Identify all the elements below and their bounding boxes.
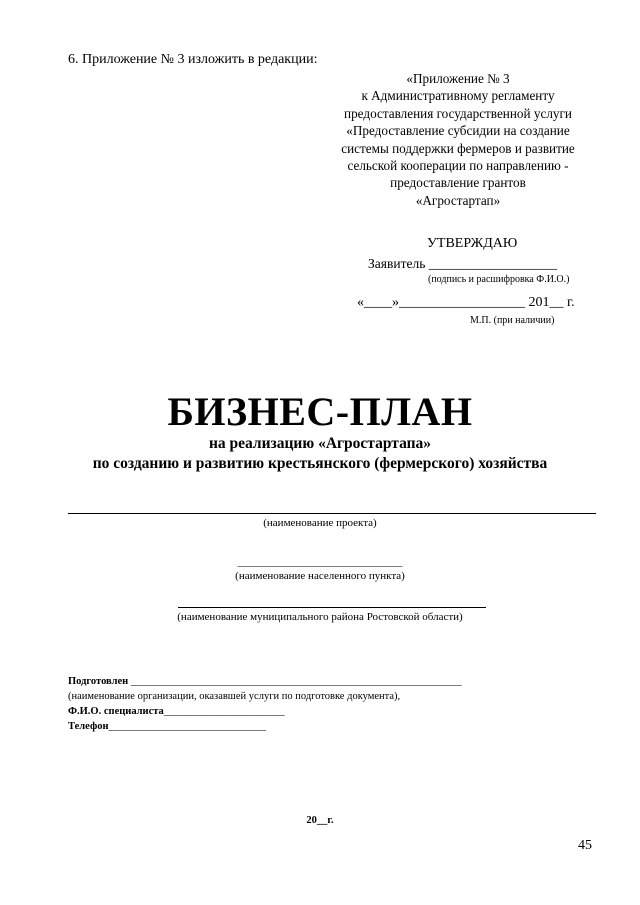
annex-line: «Предоставление субсидии на создание [346, 123, 570, 139]
phone-line: ______________________________ [108, 721, 267, 732]
year-line: 20__г. [306, 815, 334, 826]
document-subtitle-2: по созданию и развитию крестьянского (фермерского) хозяйства [92, 455, 548, 472]
applicant-caption: (подпись и расшифровка Ф.И.О.) [428, 274, 570, 285]
settlement-caption: (наименование населенного пункта) [235, 570, 405, 582]
district-caption: (наименование муниципального района Ростовской области) [177, 611, 463, 623]
prepared-by-field [68, 676, 462, 687]
specialist-field [68, 706, 285, 717]
annex-header [320, 70, 596, 209]
annex-line: к Административному регламенту [361, 88, 555, 104]
settlement-line: ______________________________ [237, 556, 403, 568]
annex-line: предоставление грантов [390, 175, 526, 191]
annex-line: предоставления государственной услуги [344, 105, 572, 121]
document-title: БИЗНЕС-ПЛАН [167, 389, 473, 434]
document-subtitle-1: на реализацию «Агростартапа» [208, 435, 432, 452]
prepared-label: Подготовлен [68, 676, 129, 687]
annex-line: «Агростартап» [415, 192, 501, 208]
annex-line: сельской кооперации по направлению - [347, 158, 569, 174]
phone-field [68, 721, 266, 732]
annex-line: системы поддержки фермеров и развитие [341, 140, 575, 156]
intro-instruction: 6. Приложение № 3 изложить в редакции: [68, 52, 318, 67]
stamp-caption: М.П. (при наличии) [470, 315, 555, 326]
annex-line: «Приложение № 3 [406, 71, 510, 86]
specialist-label: Ф.И.О. специалиста [68, 706, 164, 717]
district-rule [178, 607, 486, 608]
project-name-rule [68, 513, 596, 514]
org-caption: (наименование организации, оказавшей услуги по подготовке документа), [68, 691, 401, 702]
applicant-signature-line: Заявитель ___________________ [368, 256, 557, 271]
approve-heading: УТВЕРЖДАЮ [427, 236, 518, 251]
project-caption: (наименование проекта) [263, 517, 377, 529]
specialist-line: _______________________ [163, 706, 285, 717]
phone-label: Телефон [68, 721, 109, 732]
approval-date-line: «____»__________________ 201__ г. [357, 295, 575, 310]
page-number: 45 [578, 838, 592, 853]
prepared-line: _______________________________________________________________ [128, 676, 462, 687]
